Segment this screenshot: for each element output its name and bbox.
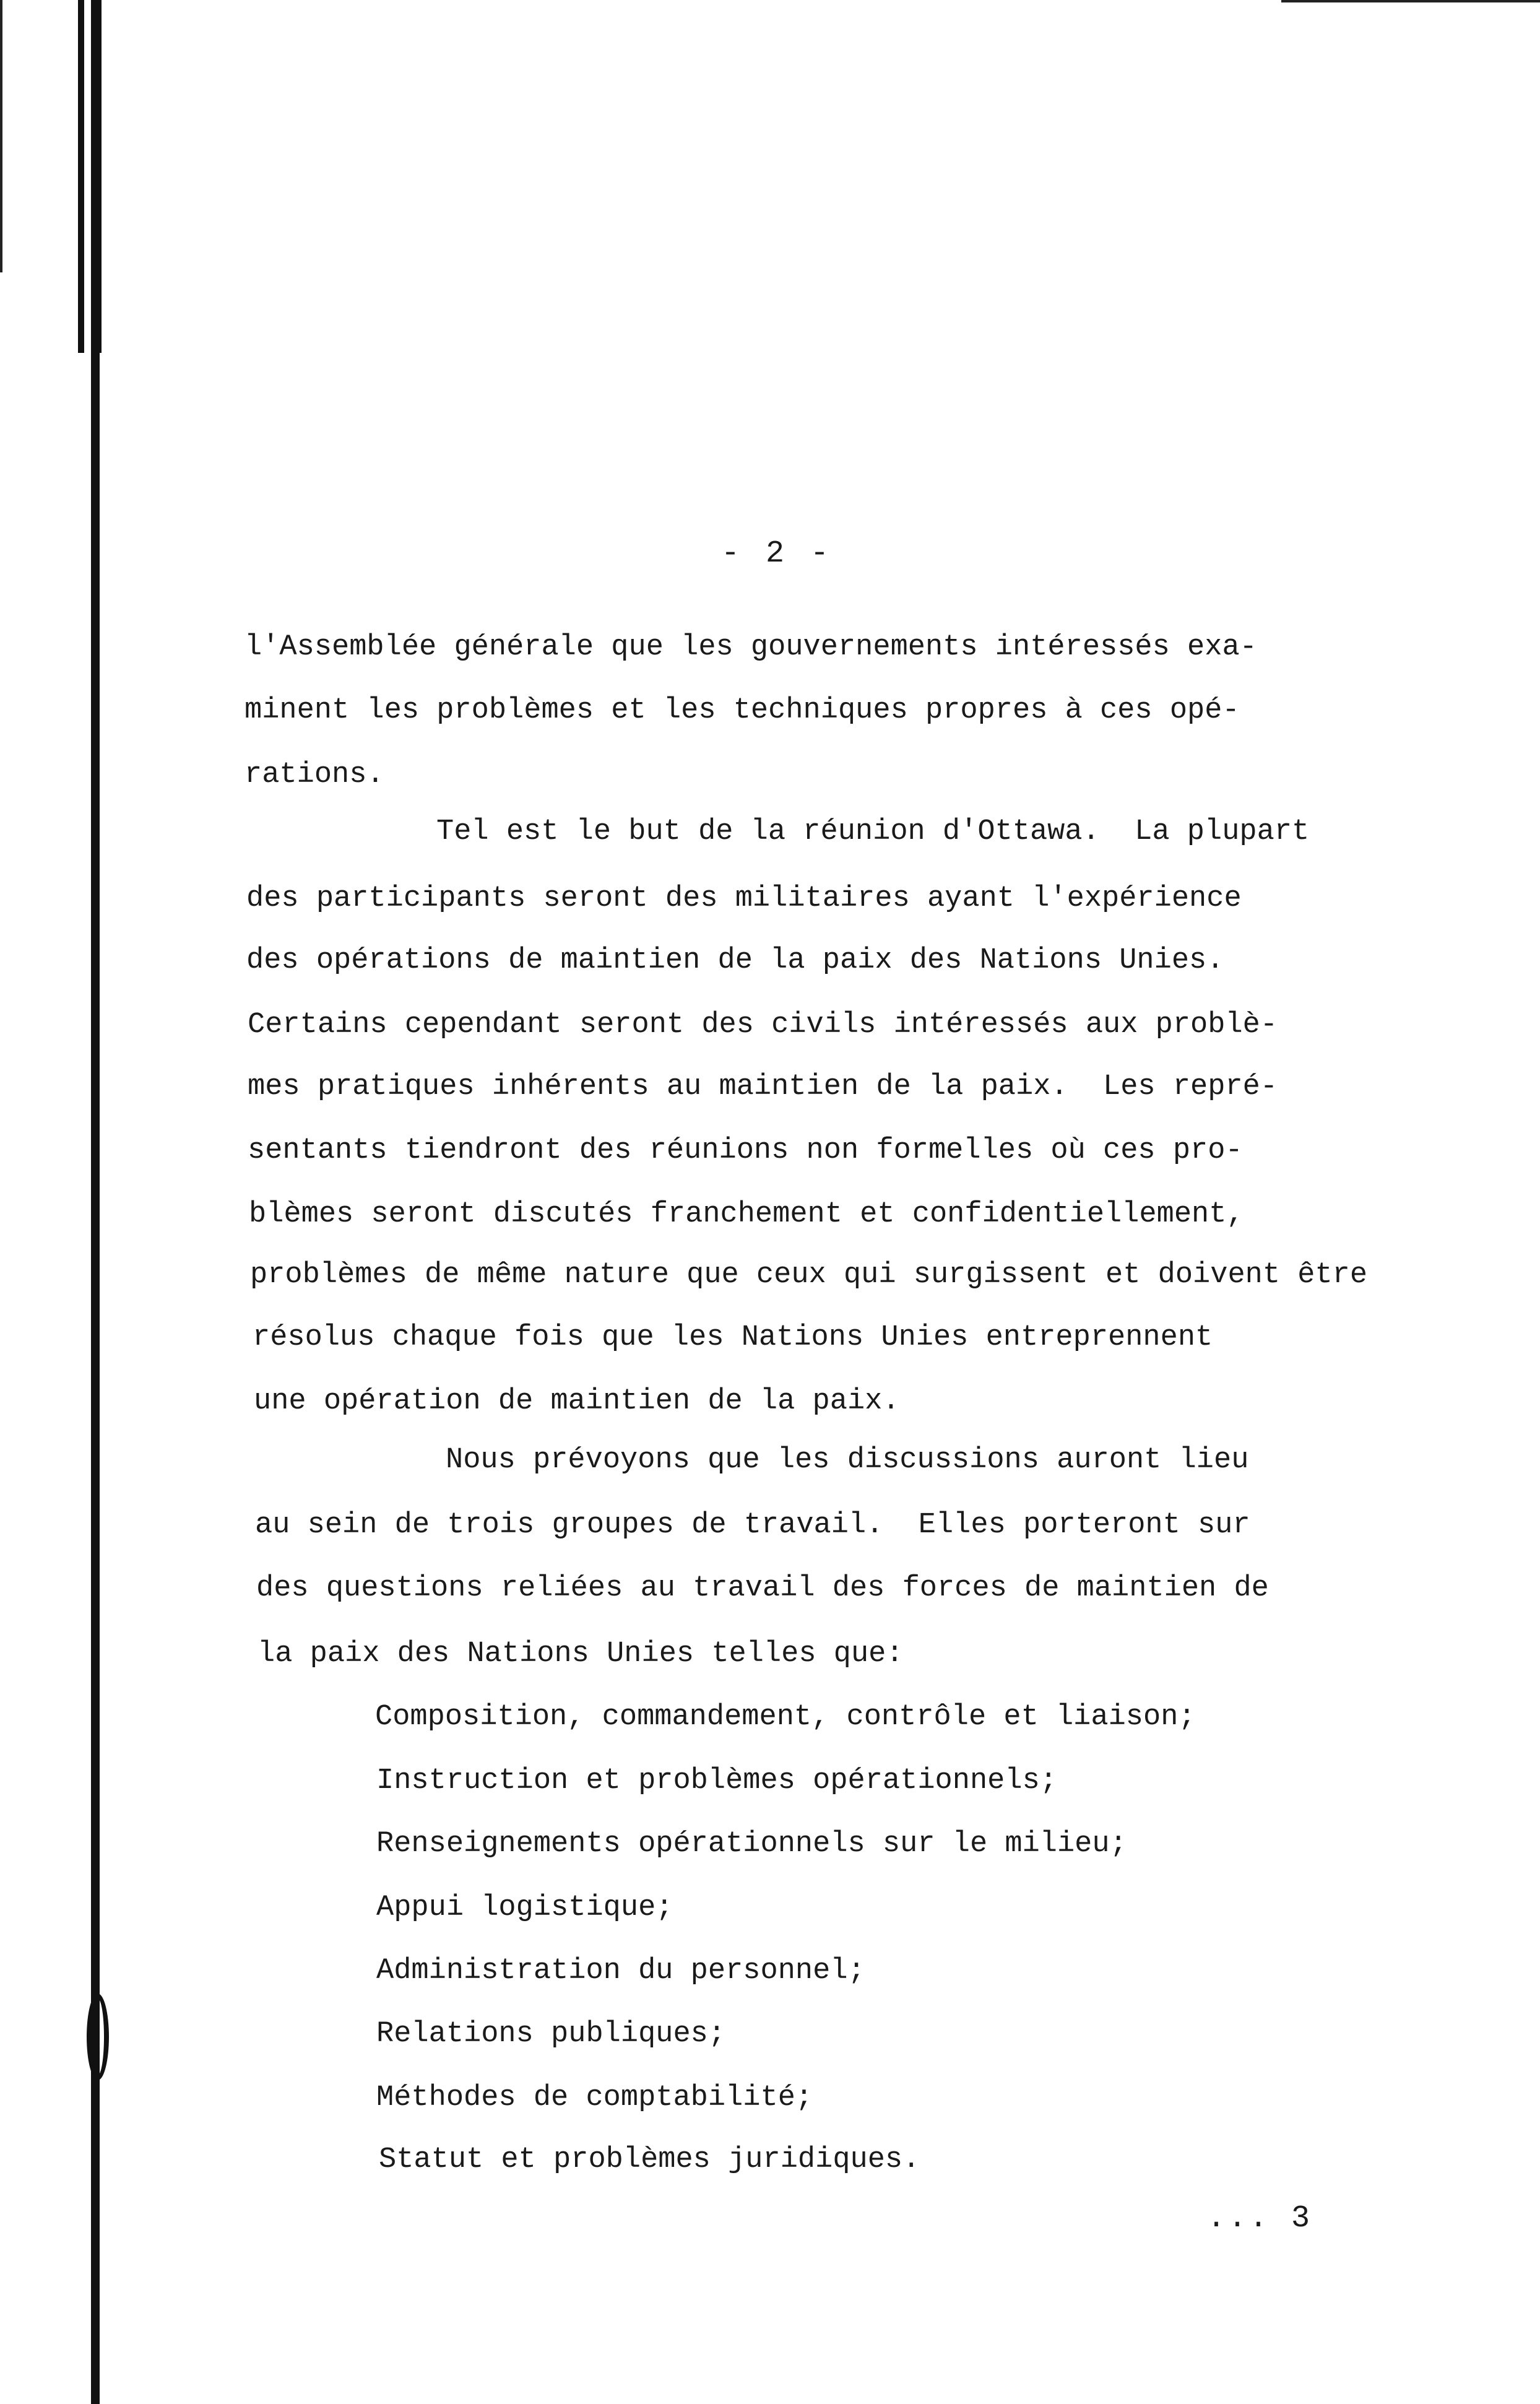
topic-item: Relations publiques;: [376, 2018, 726, 2050]
paragraph-2-line: mes pratiques inhérents au maintien de la paix. Les repré-: [248, 1070, 1278, 1103]
paragraph-1-line: minent les problèmes et les techniques propres à ces opé-: [244, 694, 1240, 727]
topic-item: Méthodes de comptabilité;: [376, 2081, 813, 2114]
binding-ring: [87, 1994, 109, 2080]
paragraph-2-line: Certains cependant seront des civils intéressés aux problè-: [248, 1009, 1278, 1041]
paragraph-2-line: des opérations de maintien de la paix des Nations Unies.: [246, 944, 1224, 977]
topic-item: Statut et problèmes juridiques.: [379, 2143, 920, 2176]
continuation-marker: ... 3: [1207, 2201, 1313, 2236]
topic-item: Composition, commandement, contrôle et liaison;: [375, 1701, 1196, 1734]
topic-item: Administration du personnel;: [376, 1955, 865, 1987]
paragraph-1-line: l'Assemblée générale que les gouvernements intéressés exa-: [244, 631, 1257, 664]
paragraph-3-line: des questions reliées au travail des forces de maintien de: [256, 1572, 1269, 1605]
topic-item: Appui logistique;: [376, 1891, 673, 1924]
paragraph-2-line: blèmes seront discutés franchement et confidentiellement,: [249, 1198, 1244, 1231]
paragraph-3-line: Nous prévoyons que les discussions auront lieu: [446, 1444, 1249, 1477]
paragraph-1-line: rations.: [244, 758, 384, 791]
paragraph-2-line: problèmes de même nature que ceux qui surgissent et doivent être: [250, 1259, 1368, 1291]
paragraph-2-line: sentants tiendront des réunions non formelles où ces pro-: [248, 1134, 1243, 1167]
scan-edge-line: [1281, 0, 1540, 2]
paragraph-2-line: résolus chaque fois que les Nations Unies entreprennent: [253, 1321, 1213, 1354]
topic-item: Renseignements opérationnels sur le milieu;: [376, 1828, 1127, 1860]
paragraph-3-line: la paix des Nations Unies telles que:: [257, 1638, 904, 1670]
paragraph-3-line: au sein de trois groupes de travail. Elles porteront sur: [255, 1509, 1250, 1542]
topic-item: Instruction et problèmes opérationnels;: [376, 1764, 1057, 1797]
page-number: - 2 -: [721, 536, 833, 571]
paragraph-2-line: des participants seront des militaires ayant l'expérience: [246, 882, 1242, 915]
scan-edge-line: [0, 0, 2, 272]
paragraph-2-line: une opération de maintien de la paix.: [254, 1385, 900, 1418]
paragraph-2-line: Tel est le but de la réunion d'Ottawa. La plupart: [436, 815, 1310, 848]
